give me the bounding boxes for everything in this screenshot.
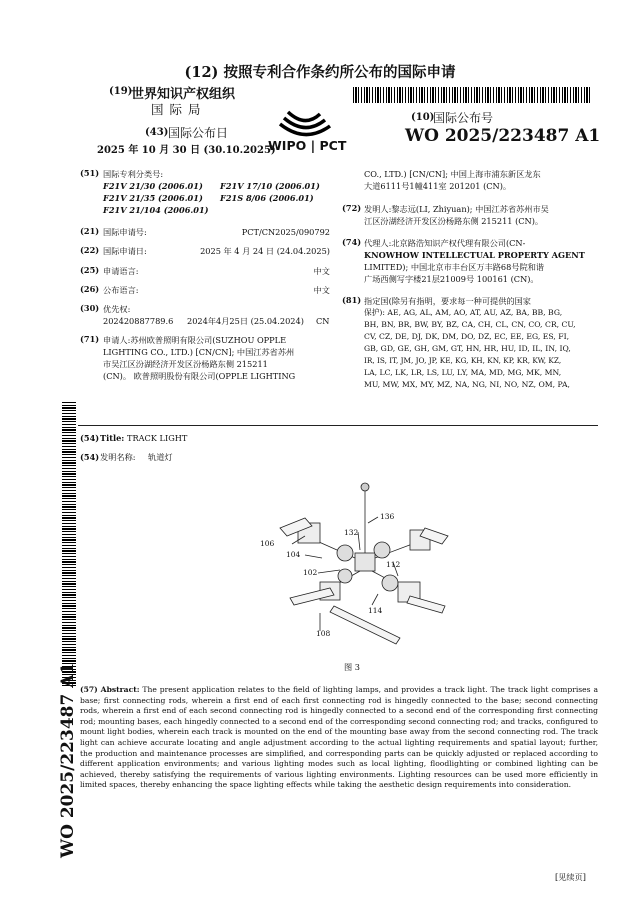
ipc-label: 国际专利分类号: [103, 169, 164, 179]
figure-label: 104 [286, 550, 301, 559]
ipc-1-1: F21S 8/06 (2006.01) [220, 193, 314, 203]
pubno-code: (10) [411, 112, 435, 123]
applicant-cont-line: CO., LTD.) [CN/CN]; 中国上海市浦东新区龙东 [364, 169, 541, 179]
org-code: (19) [109, 86, 133, 97]
agent-line: 代理人:北京路浩知识产权代理有限公司(CN- [364, 238, 526, 248]
top-barcode [353, 87, 591, 103]
side-publication-number: WO 2025/223487 A1 [58, 662, 78, 858]
continued-note: [见续页] [555, 872, 586, 882]
filedate-value: 2025 年 4 月 24 日 (24.04.2025) [200, 246, 330, 256]
inventor-line: 发明人:黎志远(LI, Zhiyuan); 中国江苏省苏州市吴 [364, 204, 549, 214]
figure-label: 132 [344, 528, 359, 537]
ipc-1-0: F21V 21/35 (2006.01) [103, 193, 203, 203]
agent-line: 广场西侧写字楼21层21009号 100161 (CN)。 [364, 274, 539, 284]
title-en-label: Title: [100, 433, 125, 443]
filelang-code: (25) [80, 265, 100, 275]
appno-value: PCT/CN2025/090792 [241, 227, 330, 237]
agent-code: (74) [342, 237, 362, 247]
states-line: LA, LC, LK, LR, LS, LU, LY, MA, MD, MG, MK, MN, [364, 368, 562, 377]
side-barcode [62, 400, 76, 686]
states-line: IR, IS, IT, JM, JO, JP, KE, KG, KH, KN, KP, KR, KW, KZ, [364, 356, 562, 365]
figure-caption: 图 3 [344, 662, 360, 672]
agent-line: LIMITED); 中国北京市丰台区万丰路68号院和谐 [364, 262, 545, 272]
priority-country: CN [316, 316, 330, 326]
priority-code: (30) [80, 303, 100, 313]
title-en-code: (54) [80, 433, 100, 443]
abstract-label: Abstract: [100, 685, 140, 694]
logo-text: WIPO | PCT [268, 138, 347, 153]
org-name: 世界知识产权组织 [131, 87, 236, 102]
priority-number: 202420887789.6 [103, 316, 174, 326]
pubno-value: WO 2025/223487 A1 [405, 126, 601, 146]
figure-label: 102 [303, 568, 318, 577]
appno-code: (21) [80, 226, 100, 236]
wipo-logo [270, 108, 370, 156]
states-line: 指定国(除另有指明，要求每一种可提供的国家 [364, 296, 531, 306]
filedate-code: (22) [80, 245, 100, 255]
figure-label: 106 [260, 539, 275, 548]
applicant-code: (71) [80, 334, 100, 344]
inventor-code: (72) [342, 203, 362, 213]
document-type: (12) 按照专利合作条约所公布的国际申请 [184, 64, 456, 81]
applicant-line: 申请人:苏州欧普照明有限公司(SUZHOU OPPLE [103, 335, 287, 345]
inventor-line: 江区汾湖经济开发区汾杨路东侧 215211 (CN)。 [364, 216, 544, 226]
ipc-code: (51) [80, 168, 100, 178]
states-line: GB, GD, GE, GH, GM, GT, HN, HR, HU, ID, IL, IN, IQ, [364, 344, 571, 353]
filelang-label: 申请语言: [103, 266, 139, 276]
publang-value: 中文 [313, 285, 330, 295]
priority-label: 优先权: [103, 304, 131, 314]
applicant-line: 市吴江区汾湖经济开发区汾杨路东侧 215211 [103, 359, 268, 369]
section-divider [78, 425, 598, 426]
abstract-text: The present application relates to the field of lighting lamps, and provides a track light. The track light comprises a base; first connecting rods, wherein a first end of each first connecting rod is hingedly connected to the base; second connecting rods, wherein a first end of each second connecting rod is hingedly connected to a second end of the corresponding first connecting rod; mounting bases, each hingedly connected to a second end of the corresponding second connecting rod; and tracks, configured to mount light bodies, wherein each track is mounted on the end of the mounting base away from the second connecting rod. The track light can achieve accurate locating and angle adjustment according to the actual lighting requirements and spatial layout; further, the production and maintenance processes are simplified, and corresponding parts can be quickly adjusted or replaced according to different application environments; and various lighting modes such as local lighting, floodlighting or combined lighting can be achieved, thereby satisfying the requirements of various lighting environments. Lighting resources can be used more efficiently in limited spaces, thereby enhancing the space lighting effects while taking the aesthetic design requirements into consideration. [80, 685, 598, 790]
figure-label: 108 [316, 629, 331, 638]
states-line: MU, MW, MX, MY, MZ, NA, NG, NI, NO, NZ, OM, PA, [364, 380, 570, 389]
filedate-label: 国际申请日: [103, 246, 147, 256]
states-line: BH, BN, BR, BW, BY, BZ, CA, CH, CL, CN, CO, CR, CU, [364, 320, 576, 329]
title-zh-label: 发明名称: [100, 452, 136, 462]
applicant-line: (CN)。 欧普照明股份有限公司(OPPLE LIGHTING [103, 371, 296, 381]
figure-label: 114 [368, 606, 383, 615]
track-light-drawing [250, 478, 460, 648]
title-zh-value: 轨道灯 [148, 452, 173, 462]
applicant-cont-line: 大道6111号1幢411室 201201 (CN)。 [364, 181, 512, 191]
agent-line: KNOWHOW INTELLECTUAL PROPERTY AGENT [364, 250, 585, 260]
figure-label: 112 [386, 560, 401, 569]
pubdate-value: 2025 年 10 月 30 日 (30.10.2025) [97, 145, 276, 156]
appno-label: 国际申请号: [103, 227, 147, 237]
title-zh-code: (54) [80, 452, 100, 462]
figure-label: 136 [380, 512, 395, 521]
states-code: (81) [342, 295, 362, 305]
title-en-value: TRACK LIGHT [127, 433, 188, 443]
states-line: CV, CZ, DE, DJ, DK, DM, DO, DZ, EC, EE, EG, ES, FI, [364, 332, 570, 341]
ipc-0-0: F21V 21/30 (2006.01) [103, 181, 203, 191]
ipc-2-0: F21V 21/104 (2006.01) [103, 205, 209, 215]
states-line: 保护): AE, AG, AL, AM, AO, AT, AU, AZ, BA, BB, BG, [364, 308, 563, 317]
publang-label: 公布语言: [103, 285, 139, 295]
publang-code: (26) [80, 284, 100, 294]
ipc-0-1: F21V 17/10 (2006.01) [220, 181, 320, 191]
priority-date: 2024年4月25日 (25.04.2024) [187, 316, 304, 326]
org-subname: 国 际 局 [151, 102, 202, 117]
pubno-label: 国际公布号 [433, 111, 494, 125]
abstract [80, 685, 598, 791]
pubdate-label: 国际公布日 [168, 126, 229, 140]
abstract-code: (57) [80, 685, 98, 694]
applicant-line: LIGHTING CO., LTD.) [CN/CN]; 中国江苏省苏州 [103, 347, 295, 357]
filelang-value: 中文 [313, 266, 330, 276]
pubdate-code: (43) [145, 127, 169, 138]
